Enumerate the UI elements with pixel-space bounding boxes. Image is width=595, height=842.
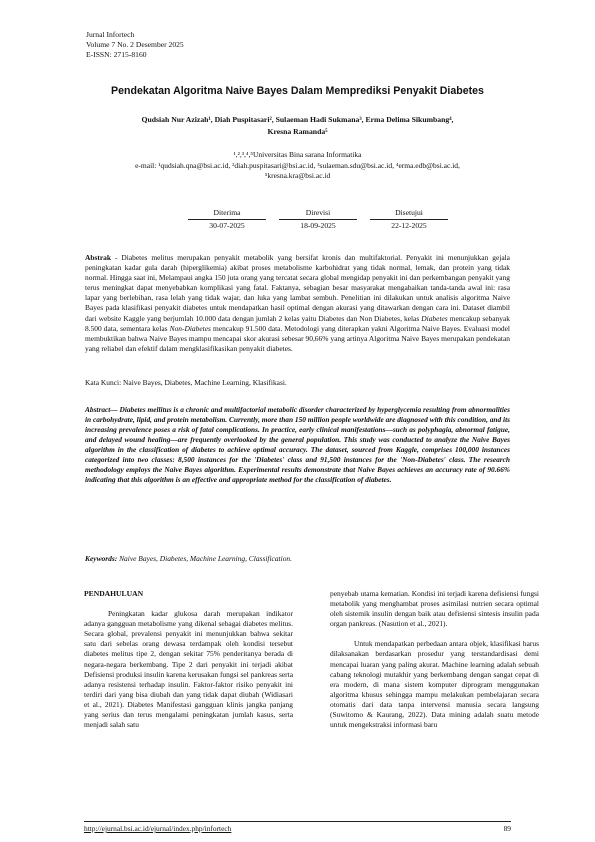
date-revised-value: 18-09-2025: [300, 221, 336, 230]
date-revised-label: Direvisi: [279, 208, 357, 220]
authors-line-2: Kresna Ramanda⁵: [267, 126, 328, 136]
abstract-indonesian: [85, 253, 510, 354]
date-received: [188, 208, 266, 231]
affiliation-block: [70, 150, 525, 182]
page-footer: [84, 824, 511, 833]
paragraph-left-1: Peningkatan kadar glukosa darah merupakan indikator adanya gangguan metabolisme yang dikenal sebagai diabetes melitus. Secara global, prevalensi penyakit ini menunjukkan bahwa sekitar satu dari sebelas orang dewasa terdampak oleh kondisi tersebut diabetes melitus tipe 2, dengan sekitar 75% penderitanya berada di negara-negara berkembang. Tipe 2 dari penyakit ini terjadi akibat Defisiensi produksi insulin karena kerusakan fungsi sel pankreas serta adanya resistensi terhadap insulin. Faktor-faktor risiko penyakit ini terdiri dari yang bisa diubah dan yang tidak dapat diubah (Widiasari et al., 2021). Diabetes Manifestasi gangguan klinis jangka panjang yang serius dan terus mengalami peningkatan jumlah kasus, serta menjadi salah satu: [84, 609, 293, 730]
journal-name: Jurnal Infortech: [86, 30, 135, 39]
emails-line-1: e-mail: ¹qudsiah.qna@bsi.ac.id, ²diah.puspitasari@bsi.ac.id, ³sulaeman.sdu@bsi.ac.id, ⁴erma.edb@bsi.ac.id,: [135, 160, 460, 170]
date-revised: [279, 208, 357, 231]
author-list: [100, 114, 495, 137]
authors-line-1: Qudsiah Nur Azizah¹, Diah Puspitasari², Sulaeman Hadi Sukmana³, Erma Delima Sikumbang⁴,: [141, 115, 454, 124]
abstract-text-2: mencakup sebanyak 8.500 data, sementara kelas: [85, 313, 510, 333]
abstract-italic-1: Diabetes: [421, 313, 448, 323]
date-accepted: [370, 208, 448, 231]
affiliation: ¹,²,³,⁴,⁵Universitas Bina sarana Informatika: [233, 150, 362, 159]
section-title: PENDAHULUAN: [84, 589, 144, 598]
body-column-left: [84, 589, 293, 740]
abstract-label: Abstrak: [85, 253, 112, 262]
keywords-value: Naive Bayes, Diabetes, Machine Learning, Klasifikasi.: [121, 378, 287, 387]
paragraph-right-2: Untuk mendapatkan perbedaan antara objek, klasifikasi harus dilaksanakan berdasarkan prosedur yang terstandardisasi demi mencapai luaran yang paling akurat. Machine learning adalah sebuah cabang teknologi mutakhir yang berkembang dengan sangat cepat di era modern, di mana sistem komputer diprogram menggunakan algoritma khusus sehingga mampu melakukan pembelajaran secara otomatis dari data tanpa intervensi manusia secara langsung (Suwitomo & Kaurang, 2022). Data mining adalah suatu metode untuk mengekstraksi informasi baru: [330, 639, 539, 730]
body-column-right: [330, 589, 539, 740]
date-accepted-label: Disetujui: [370, 208, 448, 220]
journal-issn: E-ISSN: 2715-8160: [86, 50, 147, 59]
abstract-text-3: mencakup 91.500 data. Metodologi yang diterapkan yakni Algoritma Naive Bayes. Evaluasi model membuktikan bahwa Naive Bayes mampu mencapai skor akurasi sebesar 90,66% yang artinya Algoritma Naive Bayes merupakan pendekatan yang reliabel dan efektif dalam mengklasifikasikan penyakit diabetes.: [85, 323, 510, 353]
date-received-label: Diterima: [188, 208, 266, 220]
abstract-italic-2: Non-Diabetes: [169, 323, 211, 333]
paper-title: Pendekatan Algoritma Naive Bayes Dalam Memprediksi Penyakit Diabetes: [111, 85, 484, 97]
submission-dates: [188, 208, 448, 231]
page-number: 89: [503, 824, 511, 833]
abstract-english: Abstract— Diabetes mellitus is a chronic and multifactorial metabolic disorder characterized by hyperglycemia resulting from abnormalities in carbohydrate, lipid, and protein metabolism. Currently, more than 150 million people worldwide are diagnosed with this condition, and its increasing prevalence poses a risk of fatal complications. In practice, early clinical manifestations—such as polyphagia, abnormal fatigue, and delayed wound healing—are frequently overlooked by the general population. This study was conducted to analyze the Naive Bayes algorithm in the classification of diabetes to achieve optimal accuracy. The dataset, sourced from Kaggle, comprises 100,000 instances categorized into two classes: 8,500 instances for the 'Diabetes' class and 91,500 instances for the 'Non-Diabetes' class. The research methodology employs the Naive Bayes algorithm. Experimental results demonstrate that Naive Bayes achieves an accuracy rate of 90.66% indicating that this algorithm is an effective and appropriate method for the classification of diabetes.: [85, 405, 510, 485]
emails-line-2: ⁵kresna.kra@bsi.ac.id: [264, 171, 331, 180]
keywords-indonesian: [85, 378, 510, 388]
date-accepted-value: 22-12-2025: [391, 221, 427, 230]
footer-divider: [84, 821, 511, 822]
keywords-en-label: Keywords:: [85, 554, 118, 563]
journal-volume: Volume 7 No. 2 Desember 2025: [86, 40, 184, 49]
keywords-label: Kata Kunci:: [85, 378, 122, 387]
paragraph-right-1: penyebab utama kematian. Kondisi ini terjadi karena defisiensi fungsi metabolik yang menghambat proses asimilasi nutrien secara optimal oleh sistemik insulin dengan baik atau defisiensi sintesis insulin pada organ pankreas. (Nasution et al., 2021).: [330, 589, 539, 629]
journal-header: [86, 30, 184, 60]
journal-url-link[interactable]: http://ejurnal.bsi.ac.id/ejurnal/index.php/infortech: [84, 824, 232, 833]
abstract-text-1: - Diabetes melitus merupakan penyakit metabolik yang bersifat kronis dan multifaktorial. Penyakit ini menunjukkan gejala peningkatan kadar gula darah (hiperglikemia) akibat proses metabolisme karbohidrat yang tidak normal, lemak, dan protein yang tidak normal. Hingga saat ini, Melampaui angka 150 juta orang yang tercatat secara global mengidap penyakit ini dan perkembangan penyakit yang terus meningkat dapat menyebabkan komplikasi yang fatal. Faktanya, sebagian besar masyarakat mengabaikan tanda-tanda awal ini: rasa lapar yang berlebihan, rasa lelah yang tidak wajar, dan luka yang lambat sembuh. Penelitian ini dilakukan untuk analisis algoritma Naive Bayes pada klasifikasi penyakit diabetes untuk mendapatkan hasil optimal dengan akurasi yang ditawarkan dengan cara ini. Dataset diambil dari website Kaggle yang berjumlah 10.000 data dengan jumlah 2 kelas yaitu Diabetes dan Non Diabetes, kelas: [85, 253, 510, 323]
keywords-en-value: Naive Bayes, Diabetes, Machine Learning, Classification.: [117, 554, 292, 563]
keywords-english: [85, 554, 510, 564]
date-received-value: 30-07-2025: [209, 221, 245, 230]
